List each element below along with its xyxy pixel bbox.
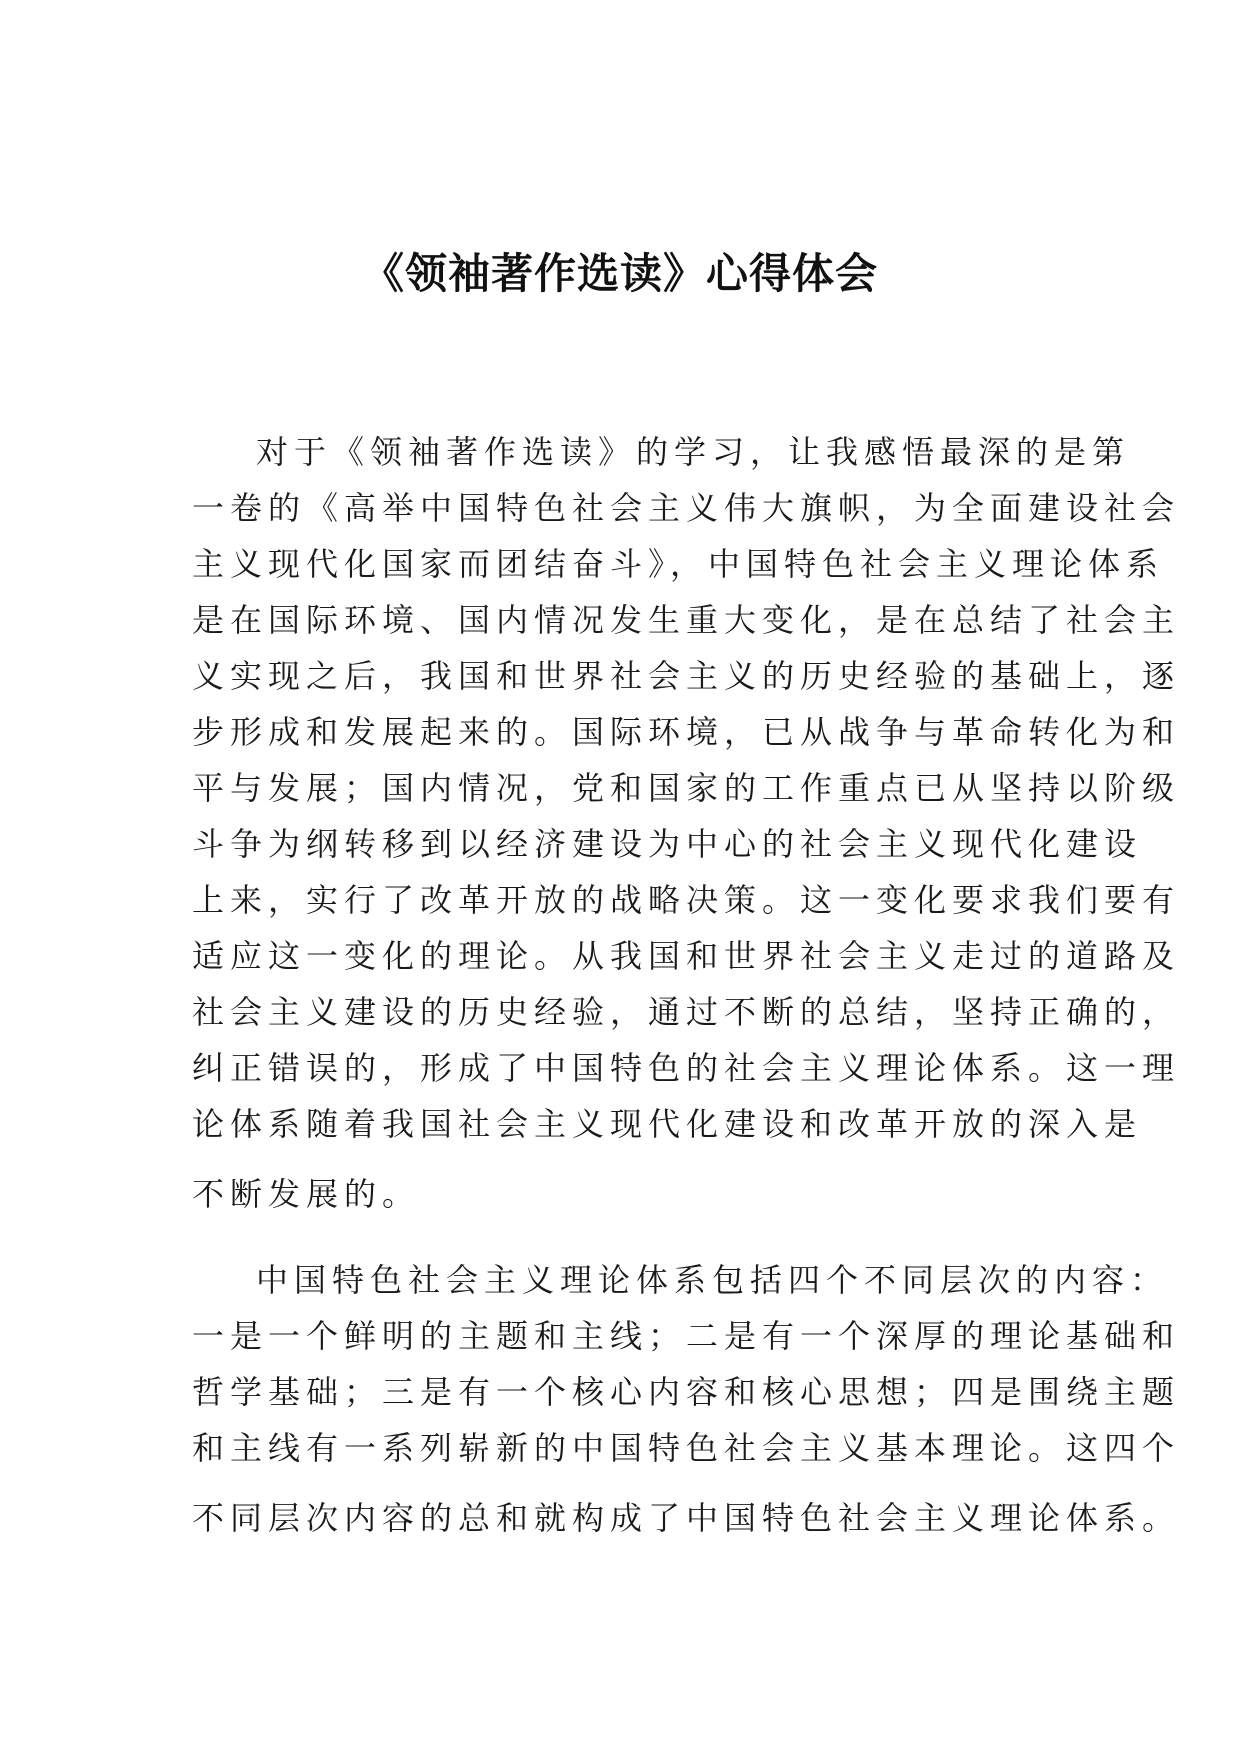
paragraph-line: 上来，实行了改革开放的战略决策。这一变化要求我们要有 — [192, 881, 1181, 919]
paragraph-line: 主义现代化国家而团结奋斗》，中国特色社会主义理论体系 — [192, 545, 1165, 583]
paragraph-line: 步形成和发展起来的。国际环境，已从战争与革命转化为和 — [192, 713, 1181, 751]
paragraph-line: 不同层次内容的总和就构成了中国特色社会主义理论体系。 — [192, 1499, 1181, 1537]
paragraph-line: 一卷的《高举中国特色社会主义伟大旗帜，为全面建设社会 — [192, 489, 1181, 527]
paragraph-line: 和主线有一系列崭新的中国特色社会主义基本理论。这四个 — [192, 1429, 1181, 1467]
paragraph-line: 不断发展的。 — [192, 1175, 421, 1213]
body-paragraph-2 — [192, 1252, 1181, 1546]
paragraph-line: 一是一个鲜明的主题和主线；二是有一个深厚的理论基础和 — [192, 1317, 1181, 1355]
paragraph-line: 义实现之后，我国和世界社会主义的历史经验的基础上，逐 — [192, 657, 1181, 695]
paragraph-line: 社会主义建设的历史经验，通过不断的总结，坚持正确的， — [192, 993, 1181, 1031]
paragraph-line: 哲学基础；三是有一个核心内容和核心思想；四是围绕主题 — [192, 1373, 1181, 1411]
paragraph-line: 平与发展；国内情况，党和国家的工作重点已从坚持以阶级 — [192, 769, 1181, 807]
paragraph-line: 是在国际环境、国内情况发生重大变化，是在总结了社会主 — [192, 601, 1181, 639]
paragraph-line: 斗争为纲转移到以经济建设为中心的社会主义现代化建设 — [192, 825, 1143, 863]
paragraph-line: 纠正错误的，形成了中国特色的社会主义理论体系。这一理 — [192, 1049, 1181, 1087]
paragraph-line: 适应这一变化的理论。从我国和世界社会主义走过的道路及 — [192, 937, 1181, 975]
paragraph-line: 论体系随着我国社会主义现代化建设和改革开放的深入是 — [192, 1105, 1143, 1143]
page-title: 《领袖著作选读》心得体会 — [361, 249, 878, 298]
paragraph-line: 对于《领袖著作选读》的学习，让我感悟最深的是第 — [256, 433, 1131, 471]
paragraph-line: 中国特色社会主义理论体系包括四个不同层次的内容： — [256, 1261, 1169, 1299]
body-paragraph-1 — [192, 424, 1181, 1222]
